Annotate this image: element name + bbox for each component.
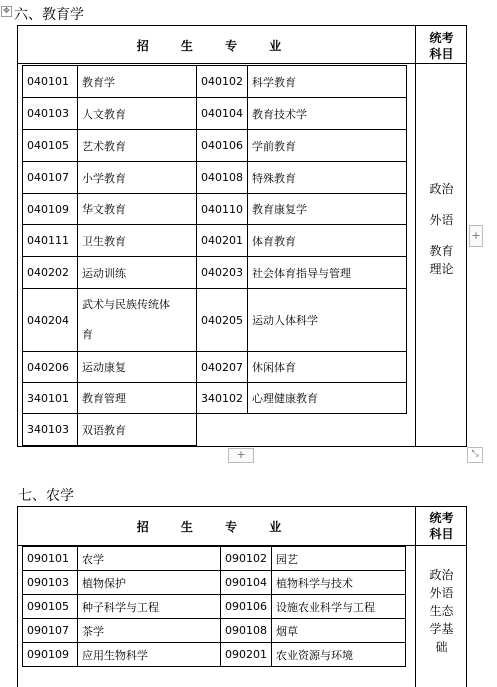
- major-code: 340101: [23, 383, 78, 414]
- add-column-button[interactable]: +: [469, 225, 483, 247]
- major-name: 学前教育: [248, 130, 407, 162]
- major-code: 340102: [197, 383, 248, 414]
- table-row: [23, 257, 407, 289]
- exam-subject: 学基: [429, 622, 454, 636]
- major-name: 应用生物科学: [78, 643, 221, 667]
- add-row-button[interactable]: +: [228, 448, 254, 463]
- major-code: 090106: [221, 595, 272, 619]
- exam-subject: 外语: [429, 213, 454, 227]
- table-row: [23, 352, 407, 383]
- major-name: 心理健康教育: [248, 383, 407, 414]
- major-code: 040207: [197, 352, 248, 383]
- major-code: 040110: [197, 194, 248, 225]
- table-row: [23, 289, 407, 352]
- major-name-line: 育: [82, 328, 93, 341]
- major-code: 040102: [197, 66, 248, 98]
- exam-subjects: [416, 566, 467, 656]
- major-code: 090103: [23, 571, 78, 595]
- exam-subject: 理论: [429, 262, 454, 276]
- major-name: 人文教育: [78, 98, 197, 130]
- table-row: [23, 162, 407, 194]
- major-code: 090105: [23, 595, 78, 619]
- exam-subjects: [416, 180, 467, 278]
- major-code: 090104: [221, 571, 272, 595]
- major-list-table: [22, 546, 406, 667]
- major-name: 教育康复学: [248, 194, 407, 225]
- section-title: 七、农学: [18, 488, 74, 504]
- major-name: 社会体育指导与管理: [248, 257, 407, 289]
- major-code: 040203: [197, 257, 248, 289]
- major-name: 艺术教育: [78, 130, 197, 162]
- exam-subject: 政治: [429, 568, 454, 582]
- major-code: 090108: [221, 619, 272, 643]
- major-name: 科学教育: [248, 66, 407, 98]
- table-move-handle[interactable]: ✥: [1, 6, 12, 17]
- major-name: 卫生教育: [78, 225, 197, 257]
- major-name: 教育学: [78, 66, 197, 98]
- major-code: 040109: [23, 194, 78, 225]
- major-code: 040106: [197, 130, 248, 162]
- table-row: [23, 130, 407, 162]
- major-code: 340103: [23, 414, 78, 446]
- major-list-table: [22, 65, 407, 446]
- major-code: 040206: [23, 352, 78, 383]
- exam-subject: 外语: [429, 586, 454, 600]
- header-divider: [17, 63, 467, 64]
- resize-handle[interactable]: ⤡: [467, 447, 483, 463]
- major-name: [78, 289, 197, 352]
- table-row: [23, 595, 406, 619]
- table-row: [23, 225, 407, 257]
- major-code: 040202: [23, 257, 78, 289]
- major-code: 090109: [23, 643, 78, 667]
- major-name-line: 武术与民族传统体: [82, 298, 170, 311]
- exam-subject: 政治: [429, 182, 454, 196]
- exam-subject: 础: [435, 640, 448, 654]
- major-code: 090107: [23, 619, 78, 643]
- major-name: 设施农业科学与工程: [272, 595, 406, 619]
- table-row: [23, 66, 407, 98]
- header-exam-subjects: 统考 科目: [429, 31, 454, 61]
- major-code: 040204: [23, 289, 78, 352]
- section-title: 六、教育学: [14, 7, 84, 23]
- major-name: 植物保护: [78, 571, 221, 595]
- major-name: 教育技术学: [248, 98, 407, 130]
- header-major: 招 生 专 业: [136, 39, 296, 53]
- major-code: 040107: [23, 162, 78, 194]
- table-row: [23, 571, 406, 595]
- major-code: 090102: [221, 547, 272, 571]
- empty-cell: [197, 414, 248, 446]
- major-name: 农业资源与环境: [272, 643, 406, 667]
- major-name: 园艺: [272, 547, 406, 571]
- major-name: 双语教育: [78, 414, 197, 446]
- major-name: 运动康复: [78, 352, 197, 383]
- major-name: 特殊教育: [248, 162, 407, 194]
- table-row: [23, 98, 407, 130]
- major-code: 040201: [197, 225, 248, 257]
- major-name: 体育教育: [248, 225, 407, 257]
- major-name: 运动训练: [78, 257, 197, 289]
- major-name: 小学教育: [78, 162, 197, 194]
- table-row: [23, 547, 406, 571]
- table-row: [23, 383, 407, 414]
- major-name: 教育管理: [78, 383, 197, 414]
- exam-subject: 生态: [429, 604, 454, 618]
- major-code: 040103: [23, 98, 78, 130]
- exam-subject: 教育: [429, 244, 454, 258]
- table-row: [23, 643, 406, 667]
- major-code: 090201: [221, 643, 272, 667]
- major-name: 农学: [78, 547, 221, 571]
- major-name: 华文教育: [78, 194, 197, 225]
- table-row: [23, 414, 407, 446]
- major-name: 种子科学与工程: [78, 595, 221, 619]
- major-code: 040108: [197, 162, 248, 194]
- major-code: 090101: [23, 547, 78, 571]
- major-name: 烟草: [272, 619, 406, 643]
- header-exam-subjects: 统考 科目: [429, 511, 454, 541]
- major-code: 040101: [23, 66, 78, 98]
- major-name: 茶学: [78, 619, 221, 643]
- table-row: [23, 619, 406, 643]
- major-code: 040205: [197, 289, 248, 352]
- header-major: 招 生 专 业: [136, 520, 296, 534]
- major-name: 运动人体科学: [248, 289, 407, 352]
- major-code: 040105: [23, 130, 78, 162]
- major-name: 植物科学与技术: [272, 571, 406, 595]
- empty-cell: [248, 414, 407, 446]
- major-code: 040104: [197, 98, 248, 130]
- major-code: 040111: [23, 225, 78, 257]
- table-row: [23, 194, 407, 225]
- major-name: 休闲体育: [248, 352, 407, 383]
